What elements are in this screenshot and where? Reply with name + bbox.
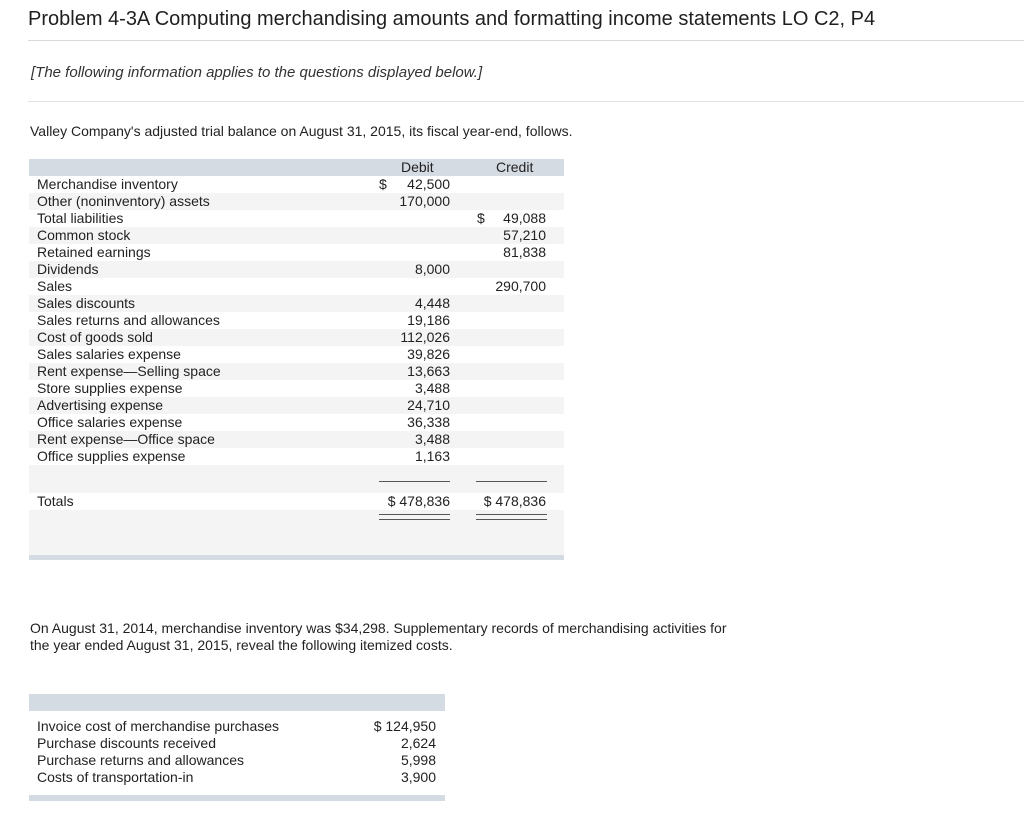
row-label: Store supplies expense [37,380,183,396]
row-label: Cost of goods sold [37,329,153,345]
credit-currency-symbol: $ [477,210,485,226]
row-value: 2,624 [400,735,436,751]
debit-column-header: Debit [401,159,434,175]
trial-balance-intro: Valley Company's adjusted trial balance on August 31, 2015, its fiscal year-end, follows. [30,123,573,139]
table-row [29,278,564,295]
table-row [29,769,445,786]
table-row [29,210,564,227]
supplementary-intro: On August 31, 2014, merchandise inventory was $34,298. Supplementary records of merchandising activities for the year ended August 31, 2015, reveal the following itemized costs. [30,620,727,653]
row-label: Purchase returns and allowances [37,752,245,768]
credit-column-header: Credit [496,159,534,175]
row-value: $ 124,950 [373,718,436,734]
row-label: Office supplies expense [37,448,186,464]
debit-cell: 19,186 [407,312,450,328]
credit-subtotal-rule [476,481,547,482]
row-label: Costs of transportation-in [37,769,194,785]
table-row [29,176,564,193]
row-label: Total liabilities [37,210,124,226]
row-label: Rent expense—Selling space [37,363,221,379]
debit-cell: 170,000 [399,193,450,209]
debit-cell: 1,163 [414,448,450,464]
trial-balance-footer [29,555,564,560]
debit-cell: 3,488 [414,431,450,447]
row-value: 3,900 [400,769,436,785]
table-row [29,735,445,752]
debit-currency-symbol: $ [379,176,387,192]
row-label: Common stock [37,227,131,243]
trial-balance-body [29,176,564,465]
row-label: Retained earnings [37,244,151,260]
credit-cell: 57,210 [503,227,546,243]
title-divider [28,40,1024,41]
table-row [29,363,564,380]
supplementary-header [29,694,445,711]
credit-cell: 290,700 [495,278,546,294]
row-label: Other (noninventory) assets [37,193,210,209]
debit-cell: 112,026 [400,329,450,345]
credit-double-rule [476,514,547,520]
debit-double-rule [379,514,450,520]
debit-cell: 42,500 [407,176,450,192]
table-row [29,329,564,346]
trial-balance-rule-row [29,465,564,493]
table-row [29,193,564,210]
credit-cell: 81,838 [503,244,546,260]
debit-cell: 3,488 [414,380,450,396]
table-row [29,244,564,261]
intro-divider [28,101,1024,102]
debit-cell: 24,710 [407,397,450,413]
row-label: Merchandise inventory [37,176,178,192]
row-value: 5,998 [400,752,436,768]
total-credit: $ 478,836 [483,493,546,509]
trial-balance-header [29,159,564,176]
table-row [29,448,564,465]
table-row [29,752,445,769]
table-row [29,431,564,448]
table-row [29,718,445,735]
row-label: Office salaries expense [37,414,183,430]
table-row [29,227,564,244]
row-label: Sales discounts [37,295,136,311]
table-row [29,380,564,397]
trial-balance-tail [29,510,564,555]
debit-cell: 36,338 [407,414,450,430]
page-title: Problem 4-3A Computing merchandising amounts and formatting income statements LO C2, P4 [28,8,876,30]
row-label: Purchase discounts received [37,735,216,751]
trial-balance-table [29,159,564,560]
table-row [29,295,564,312]
row-label: Sales returns and allowances [37,312,220,328]
debit-subtotal-rule [379,481,450,482]
debit-cell: 13,663 [407,363,450,379]
debit-cell: 4,448 [414,295,450,311]
credit-cell: 49,088 [503,210,546,226]
table-row [29,346,564,363]
intro-note: [The following information applies to the questions displayed below.] [31,64,483,81]
supplementary-body [29,718,445,786]
row-label: Sales salaries expense [37,346,181,362]
table-row [29,312,564,329]
debit-cell: 39,826 [407,346,450,362]
row-label: Advertising expense [37,397,164,413]
total-debit: $ 478,836 [387,493,450,509]
row-label: Sales [37,278,73,294]
table-row [29,414,564,431]
table-row [29,261,564,278]
table-row [29,397,564,414]
totals-row [29,493,564,510]
debit-cell: 8,000 [414,261,450,277]
row-label: Invoice cost of merchandise purchases [37,718,280,734]
row-label: Dividends [37,261,99,277]
supplementary-table [29,694,445,801]
totals-label: Totals [37,493,74,509]
supplementary-footer [29,795,445,801]
row-label: Rent expense—Office space [37,431,215,447]
